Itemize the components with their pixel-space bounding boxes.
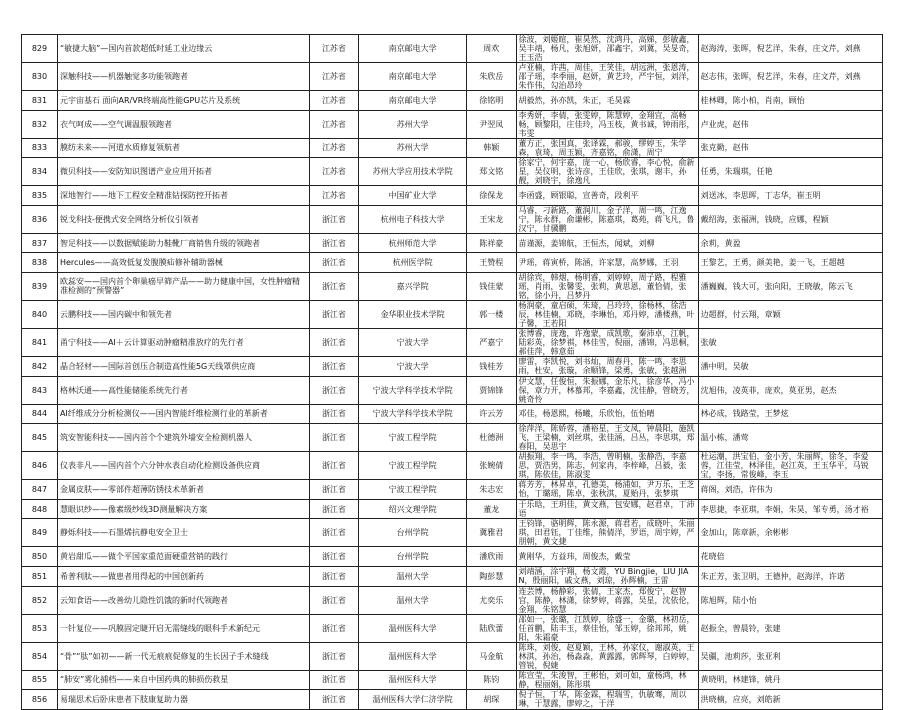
school-name-cell: 温州医科大学仁济学院 <box>359 690 467 710</box>
mentors-cell: 杜运潮，洪宝伯，金小芳，朱丽辉，徐冬，李爱蓉，江佳莹，林泽佳，赵江英，王玉华平，马锐宝，李扬，常俊峰，李玉 <box>698 452 882 480</box>
province-cell: 浙江省 <box>309 300 358 328</box>
team-members-cell: 蒋芳芳，林昇卓，孔德美，杨浦如，尹万乐，王芝怡，丁璐瑶，陈卓，张秋淇，夏贻丹，张梦琪 <box>516 480 698 500</box>
team-members-cell: 邓佳，杨恩熙，杨曦，乐欣怡，伍怡晴 <box>516 404 698 424</box>
project-name-cell: 微贝科技——安防知识图谱产业应用开拓者 <box>57 158 309 186</box>
project-name-cell: 筑安智能科技——国内首个个建筑外墙安全检测机器人 <box>57 424 309 452</box>
mentors-cell: 刘送冰，李思晖，丁志华，崔玉明 <box>698 186 882 206</box>
project-table <box>21 34 883 710</box>
table-row <box>22 499 883 519</box>
school-name-cell: 嘉兴学院 <box>359 272 467 300</box>
team-leader-cell: 胡琛 <box>467 690 516 710</box>
table-row <box>22 480 883 500</box>
school-name-cell: 宁波工程学院 <box>359 424 467 452</box>
team-leader-cell: 贾锦锋 <box>467 376 516 404</box>
school-name-cell: 苏州大学 <box>359 110 467 138</box>
mentors-cell: 潘巍巍，钱大可，张向阳，王晓敏，陈云飞 <box>698 272 882 300</box>
province-cell: 江苏省 <box>309 110 358 138</box>
team-members-cell: 胡徐宾，韩烟，杨明睿，刘婷婷，周子路，程雅瑶，肖雨，张馨雯，张莉，黄思恩，董恰倩，张铭，徐小丹，吕梦丹 <box>516 272 698 300</box>
mentors-cell: 陈旭辉，陆小怡 <box>698 586 882 614</box>
team-members-cell: 尹瑶，蒋寅桥，陈涵，许家慧，高梦娜，王羽 <box>516 253 698 273</box>
mentors-cell: 张敏 <box>698 328 882 356</box>
team-leader-cell: 陶彭慧 <box>467 566 516 586</box>
row-number-cell: 850 <box>22 547 58 567</box>
table-row <box>22 233 883 253</box>
team-leader-cell: 陆欣蕾 <box>467 614 516 642</box>
project-name-cell: 深地智行——地下工程安全精准钻探防控开拓者 <box>57 186 309 206</box>
team-leader-cell: 郭一楼 <box>467 300 516 328</box>
team-members-cell: 张博睿，庞逸，许逸蒙，成凯歌，秦沛卓，江帆，陆彩英，徐梦祺，林佳雪，倪丽，潘锦，冯思桐，郝佳萍，韩意茹 <box>516 328 698 356</box>
row-number-cell: 853 <box>22 614 58 642</box>
row-number-cell: 838 <box>22 253 58 273</box>
school-name-cell: 宁波大学 <box>359 328 467 356</box>
team-leader-cell: 张婉倩 <box>467 452 516 480</box>
row-number-cell: 852 <box>22 586 58 614</box>
mentors-cell: 卢业虎，赵伟 <box>698 110 882 138</box>
school-name-cell: 台州学院 <box>359 547 467 567</box>
team-leader-cell: 尹翌凤 <box>467 110 516 138</box>
school-name-cell: 台州学院 <box>359 519 467 547</box>
project-name-cell: 深触科技——机器触觉多功能领跑者 <box>57 63 309 91</box>
mentors-cell: 李思捷，李亚琪，李娟，朱昊，邹专勇，汤才裕 <box>698 499 882 519</box>
mentors-cell: 沈旭伟，凌英菲，庞欢，莫亚男，赵杰 <box>698 376 882 404</box>
project-name-cell: 甬宁科技——AI＋云计算驱动肿瘤精准放疗的先行者 <box>57 328 309 356</box>
row-number-cell: 840 <box>22 300 58 328</box>
row-number-cell: 848 <box>22 499 58 519</box>
team-members-cell: 刘靖涵，涂宇翔，杨文霞，YU Bingjie，LIU JIAN，殷丽阳，戚文燕，刘琼，孙辉楠，王雷 <box>516 566 698 586</box>
table-row <box>22 63 883 91</box>
project-name-cell: 希普利肽——做患者用得起的中国创新药 <box>57 566 309 586</box>
province-cell: 江苏省 <box>309 158 358 186</box>
school-name-cell: 苏州大学 <box>359 138 467 158</box>
project-name-cell: “骨”“肽”如初——新一代无痕痕促修复的生长因子手术缝线 <box>57 642 309 670</box>
row-number-cell: 843 <box>22 376 58 404</box>
mentors-cell: 王黎艺，王勇，颜美艳，姜一飞，王超越 <box>698 253 882 273</box>
province-cell: 江苏省 <box>309 91 358 111</box>
mentors-cell: 赵振全，曾晨铃，张建 <box>698 614 882 642</box>
team-leader-cell: 陈祥豪 <box>467 233 516 253</box>
row-number-cell: 833 <box>22 138 58 158</box>
province-cell: 浙江省 <box>309 499 358 519</box>
province-cell: 江苏省 <box>309 63 358 91</box>
school-name-cell: 温州医科大学 <box>359 614 467 642</box>
team-leader-cell: 潘欣雨 <box>467 547 516 567</box>
school-name-cell: 苏州大学应用技术学院 <box>359 158 467 186</box>
school-name-cell: 杭州电子科技大学 <box>359 205 467 233</box>
project-name-cell: 金属皮肤——零部件超薄防锈技术革新者 <box>57 480 309 500</box>
mentors-cell: 花晓倍 <box>698 547 882 567</box>
table-row <box>22 158 883 186</box>
mentors-cell: 洪晓楠，应亮，刘皓新 <box>698 690 882 710</box>
team-leader-cell: 马金航 <box>467 642 516 670</box>
mentors-cell: 余莉，黄盈 <box>698 233 882 253</box>
project-name-cell: 膜纺未来——河道水质修复领航者 <box>57 138 309 158</box>
province-cell: 江苏省 <box>309 138 358 158</box>
table-row <box>22 614 883 642</box>
team-members-cell: 伊文慧，任俊恒，朱振娜，金乐凡，徐彦华，冯小保，章力开，林慕邦，李嘉鑫，沈佳静，管晓芳，姚奇怜 <box>516 376 698 404</box>
project-name-cell: 一针复位——巩膜固定睫开启无需缝线的眼科手术新纪元 <box>57 614 309 642</box>
project-name-cell: 锐戈科技-便携式安全网络分析仪引领者 <box>57 205 309 233</box>
row-number-cell: 830 <box>22 63 58 91</box>
province-cell: 浙江省 <box>309 452 358 480</box>
province-cell: 浙江省 <box>309 586 358 614</box>
row-number-cell: 855 <box>22 670 58 690</box>
school-name-cell: 宁波工程学院 <box>359 480 467 500</box>
mentors-cell: 林必成，钱路莹，王梦炫 <box>698 404 882 424</box>
team-members-cell: 黄刚华，方益玮，周俊杰，戴莹 <box>516 547 698 567</box>
team-leader-cell: 严嘉宁 <box>467 328 516 356</box>
project-name-cell: “敏捷大脑”—国内首款超低时延工业边缘云 <box>57 35 309 63</box>
province-cell: 江苏省 <box>309 186 358 206</box>
mentors-cell: 温小栋，潘莺 <box>698 424 882 452</box>
project-name-cell: 易瑞思术后卧床患者下肢康复助力器 <box>57 690 309 710</box>
table-row <box>22 205 883 233</box>
project-name-cell: “肺安”雾化捕档——来自中国药典的肺损伤救星 <box>57 670 309 690</box>
mentors-cell: 任勇，朱瑞琪，任艳 <box>698 158 882 186</box>
province-cell: 浙江省 <box>309 670 358 690</box>
table-row <box>22 452 883 480</box>
school-name-cell: 南京邮电大学 <box>359 91 467 111</box>
team-members-cell: 李秀妍，李倩，张雯婷，陈慧婷，金翔宜，高畅畅，顾黎阳，庄佳玲，冯玉枝，黄书诚，钟雨彤，韦雯 <box>516 110 698 138</box>
project-name-cell: 静烁科技——石墨烯抗静电安全卫士 <box>57 519 309 547</box>
mentors-cell: 吴疆，池莉莎，张亚利 <box>698 642 882 670</box>
project-name-cell: 云鹏科技——国内碳中和领先者 <box>57 300 309 328</box>
province-cell: 浙江省 <box>309 642 358 670</box>
table-row <box>22 272 883 300</box>
row-number-cell: 856 <box>22 690 58 710</box>
team-members-cell: 胡振翔，李一鸣，李浩，曾明楠，张静浩，李嘉思，贾浩男，陈志，何家冉，李梓峰，吕毅，张琪，陈依佳，陈淑雯 <box>516 452 698 480</box>
project-name-cell: 格林沃通——高性能储能系统先行者 <box>57 376 309 404</box>
project-name-cell: 智足科技——以数据赋能助力鞋靴厂商销售升级的领跑者 <box>57 233 309 253</box>
province-cell: 浙江省 <box>309 233 358 253</box>
team-leader-cell: 朱志宏 <box>467 480 516 500</box>
province-cell: 浙江省 <box>309 547 358 567</box>
mentors-cell: 赵海涛，张晖，倪艺洋，朱春，庄文芹，刘燕 <box>698 35 882 63</box>
school-name-cell: 温州大学 <box>359 586 467 614</box>
team-leader-cell: 董龙 <box>467 499 516 519</box>
team-members-cell: 于乐晗，王玥佳，黄文燕，包安娜，赵君卓，丁沛语 <box>516 499 698 519</box>
row-number-cell: 836 <box>22 205 58 233</box>
table-row <box>22 91 883 111</box>
row-number-cell: 829 <box>22 35 58 63</box>
row-number-cell: 847 <box>22 480 58 500</box>
province-cell: 浙江省 <box>309 614 358 642</box>
team-leader-cell: 杜德洲 <box>467 424 516 452</box>
project-name-cell: 黄岩甜瓜——做个平国家重范面硬重营销的践行 <box>57 547 309 567</box>
row-number-cell: 842 <box>22 356 58 376</box>
province-cell: 浙江省 <box>309 205 358 233</box>
team-members-cell: 马睿，刁新路，董润川，金子洋，周一鸣，江逸宁，陈永群，俞谦彬，陈嘉琪，葛苑，蒋飞凡，鲁汉宁，甘骥鹏 <box>516 205 698 233</box>
team-members-cell: 胡毅然，孙亦凯，朱正，毛昊霖 <box>516 91 698 111</box>
team-members-cell: 董方正，张国真，张译霖，郝骏，缪婷玉，朱学森，袁琦，周玉颖，齐嘉铭，俞潇，周宁 <box>516 138 698 158</box>
province-cell: 浙江省 <box>309 519 358 547</box>
school-name-cell: 杭州医学院 <box>359 253 467 273</box>
team-leader-cell: 冀雅君 <box>467 519 516 547</box>
province-cell: 浙江省 <box>309 328 358 356</box>
team-members-cell: 王钧锋，骆明辉，陈永源，蒋君若，成晓叶，朱丽琪，田君钰，丁佳维，熊倩洋，罗语，周宇婷，严朋朝，黄文捷 <box>516 519 698 547</box>
table-row <box>22 642 883 670</box>
school-name-cell: 南京邮电大学 <box>359 35 467 63</box>
team-leader-cell: 王赞程 <box>467 253 516 273</box>
row-number-cell: 837 <box>22 233 58 253</box>
project-name-cell: 云知食语——改善幼儿隐性饥饿的新时代领跑者 <box>57 586 309 614</box>
mentors-cell: 张克勤，赵伟 <box>698 138 882 158</box>
team-leader-cell: 王宋龙 <box>467 205 516 233</box>
province-cell: 浙江省 <box>309 690 358 710</box>
team-members-cell: 卢亚楠，许茜，周佳，王笑佳，胡远洲，张恩涛，邵子瑶，李季丽，赵妍，黄艺玲，严宇恒，刘洋，朱作伟，勾治昂玲 <box>516 63 698 91</box>
team-members-cell: 倪子恒，丁华，陈金霖，程瑞雪，仇敏骞，周以琳，于慧露，廖婷之，于洋 <box>516 690 698 710</box>
mentors-cell: 金加山，陈章新，余彬彬 <box>698 519 882 547</box>
team-leader-cell: 钱桂芳 <box>467 356 516 376</box>
team-leader-cell: 朱欣岳 <box>467 63 516 91</box>
mentors-cell: 赵志伟，张晖，倪艺洋，朱春，庄文芹，刘燕 <box>698 63 882 91</box>
row-number-cell: 851 <box>22 566 58 586</box>
team-members-cell: 邵如一，张璐，江凯婷，徐盛一，金璐，林初岳，任首鹏，陆丰玉，蔡佳怡，邹玉婷，徐邦邦，姚阳，朱霜豪 <box>516 614 698 642</box>
school-name-cell: 南京邮电大学 <box>359 63 467 91</box>
school-name-cell: 温州大学 <box>359 566 467 586</box>
province-cell: 浙江省 <box>309 356 358 376</box>
row-number-cell: 831 <box>22 91 58 111</box>
table-row <box>22 404 883 424</box>
team-leader-cell: 韩颖 <box>467 138 516 158</box>
school-name-cell: 宁波大学 <box>359 356 467 376</box>
table-row <box>22 186 883 206</box>
project-name-cell: 欧蕊安——国内首个卵巢癌早筛产品——助力健康中国，女性肿瘤精准检测的“预警器” <box>57 272 309 300</box>
table-row <box>22 547 883 567</box>
project-name-cell: 仪表非凡——国内首个六分钟水表自动化检测设备供应商 <box>57 452 309 480</box>
team-leader-cell: 徐保龙 <box>467 186 516 206</box>
row-number-cell: 854 <box>22 642 58 670</box>
table-row <box>22 138 883 158</box>
team-leader-cell: 许云芳 <box>467 404 516 424</box>
row-number-cell: 846 <box>22 452 58 480</box>
team-members-cell: 陈珠，刘俊，赵夏颖，王林，孙家仪，谢淑英，王林淇，孙治，杨淼淼，黄露露，郭辉琴，白婷婷，管锐，倪婕 <box>516 642 698 670</box>
school-name-cell: 温州医科大学 <box>359 642 467 670</box>
team-members-cell: 徐萍洋，陈娇蓉，潘裕星，王文凤，钟晨阳，施凯飞，王梁楠，刘丝琪，张佳涵，吕丛，李思琪，郑春阳，吴思宇 <box>516 424 698 452</box>
row-number-cell: 834 <box>22 158 58 186</box>
team-leader-cell: 周欢 <box>467 35 516 63</box>
project-table-body <box>22 35 883 710</box>
row-number-cell: 832 <box>22 110 58 138</box>
row-number-cell: 845 <box>22 424 58 452</box>
table-row <box>22 253 883 273</box>
mentors-cell: 蒋阁，刘浩，许伟为 <box>698 480 882 500</box>
mentors-cell: 黄晓明，林建锋，姚丹 <box>698 670 882 690</box>
school-name-cell: 杭州师范大学 <box>359 233 467 253</box>
team-members-cell: 连芸博，杨静彩，张倩，王家杰，郑俊宁，赵智宫，陈静，林潇，徐梦婷，蒋露，吴星，沈依伦，金翔，朱铭慧 <box>516 586 698 614</box>
team-leader-cell: 陈钧 <box>467 670 516 690</box>
table-row <box>22 519 883 547</box>
table-row <box>22 328 883 356</box>
province-cell: 江苏省 <box>309 35 358 63</box>
school-name-cell: 金华职业技术学院 <box>359 300 467 328</box>
team-members-cell: 徐家宁，何宇嘉，庞一心，杨欣睿，李心悦，俞新星，吴仪明，张诗彦，王佳欣，张琪，谢丰，孙靓，刘晓宇，徐逸凡 <box>516 158 698 186</box>
school-name-cell: 温州医科大学 <box>359 670 467 690</box>
team-members-cell: 廖雷，李凯悦，刘书灿，周春丹，陈一鸣，李思雨，杜安，张璇，余顺锋，梁勇，张敏，张越洲 <box>516 356 698 376</box>
row-number-cell: 849 <box>22 519 58 547</box>
project-name-cell: 晶合轻材——国际首创压合制造高性能5G天线罩供应商 <box>57 356 309 376</box>
table-row <box>22 300 883 328</box>
province-cell: 浙江省 <box>309 253 358 273</box>
team-members-cell: 苗谨源，姜锦航，王恒杰，闻斌，刘柳 <box>516 233 698 253</box>
team-leader-cell: 钱佳蒙 <box>467 272 516 300</box>
table-row <box>22 356 883 376</box>
project-name-cell: 衣气呵成——空气调温服领跑者 <box>57 110 309 138</box>
row-number-cell: 844 <box>22 404 58 424</box>
mentors-cell: 边超群，付云翔，章颖 <box>698 300 882 328</box>
table-row <box>22 670 883 690</box>
project-name-cell: 慧眼识纱——像素级纱线3D测量解决方案 <box>57 499 309 519</box>
team-members-cell: 陈宣莹，朱浚智，王彬怡，刘可如，童杨鸿，林静，程丽娟，陈彤琪 <box>516 670 698 690</box>
table-row <box>22 35 883 63</box>
project-name-cell: 元宇宙基石 面向AR/VR终端高性能GPU芯片及系统 <box>57 91 309 111</box>
province-cell: 浙江省 <box>309 376 358 404</box>
team-leader-cell: 郑文铭 <box>467 158 516 186</box>
province-cell: 浙江省 <box>309 272 358 300</box>
mentors-cell: 朱正芳，张卫明，王德仲，赵海洋，许诺 <box>698 566 882 586</box>
province-cell: 浙江省 <box>309 480 358 500</box>
mentors-cell: 戴绍海，张福洲，钱晓，应娜，程颖 <box>698 205 882 233</box>
team-members-cell: 杨润豪，童启硕，朱琦，吕玲玲，徐杨林，徐浩辰，林佳楠，邓晓，李琳怡，邓丹婷，潘楼燕，叶子馨，王若阳 <box>516 300 698 328</box>
school-name-cell: 宁波大学科学技术学院 <box>359 404 467 424</box>
row-number-cell: 839 <box>22 272 58 300</box>
province-cell: 浙江省 <box>309 566 358 586</box>
table-row <box>22 690 883 710</box>
school-name-cell: 宁波工程学院 <box>359 452 467 480</box>
school-name-cell: 宁波大学科学技术学院 <box>359 376 467 404</box>
project-name-cell: AI纤维成分分析检测仪——国内智能纤维检测行业的革新者 <box>57 404 309 424</box>
mentors-cell: 潘中明，吴敏 <box>698 356 882 376</box>
table-row <box>22 566 883 586</box>
province-cell: 浙江省 <box>309 424 358 452</box>
row-number-cell: 841 <box>22 328 58 356</box>
table-row <box>22 424 883 452</box>
table-row <box>22 586 883 614</box>
team-leader-cell: 尤奕乐 <box>467 586 516 614</box>
province-cell: 浙江省 <box>309 404 358 424</box>
table-row <box>22 110 883 138</box>
mentors-cell: 桂林卿，陈小柏，肖南，顾怡 <box>698 91 882 111</box>
school-name-cell: 绍兴文理学院 <box>359 499 467 519</box>
team-members-cell: 徐波，刘姬暄，崔昊然，沈鸿丹，高娣，彭敏鑫，吴丰靖，杨凡，张旭妍，邵鑫宇，刘冀，吴旻奇，王玉浩 <box>516 35 698 63</box>
team-members-cell: 李函盛，顾银聪，宣善奇，段利平 <box>516 186 698 206</box>
row-number-cell: 835 <box>22 186 58 206</box>
table-row <box>22 376 883 404</box>
school-name-cell: 中国矿业大学 <box>359 186 467 206</box>
team-leader-cell: 徐铭明 <box>467 91 516 111</box>
project-name-cell: Hercules——高效低复发腹膜疝修补辅助器械 <box>57 253 309 273</box>
